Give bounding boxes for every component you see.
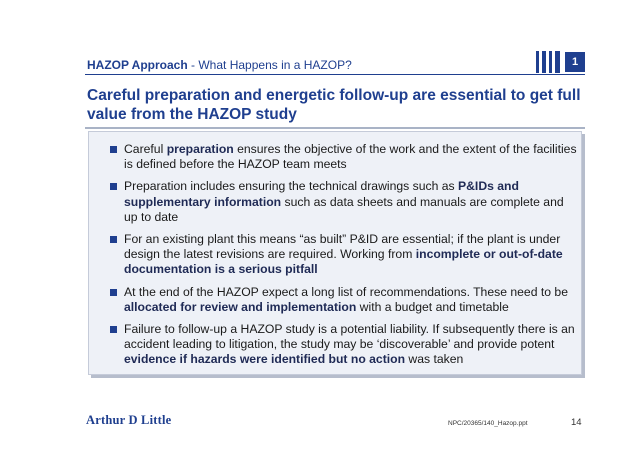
header-divider xyxy=(85,74,585,75)
square-bullet-icon xyxy=(110,183,117,190)
bullet-text: was taken xyxy=(405,352,464,367)
slide-title: Careful preparation and energetic follow-up are essential to get full value from the HAZOP study xyxy=(87,87,581,123)
page-number: 14 xyxy=(571,417,582,428)
title-divider xyxy=(85,127,585,129)
header-subtitle: What Happens in a HAZOP? xyxy=(198,58,352,72)
bullet-text: Preparation includes ensuring the technical drawings such as xyxy=(124,179,458,194)
square-bullet-icon xyxy=(110,236,117,243)
bullet-text: such as data sheets and manuals are complete and up to date xyxy=(124,194,564,224)
header-separator: - xyxy=(187,58,199,72)
bullet-emphasis: evidence if hazards were identified but no action xyxy=(124,352,406,367)
bullet-list xyxy=(110,142,580,375)
header-section: HAZOP Approach xyxy=(87,58,188,72)
bullet-text: Careful xyxy=(124,142,167,156)
bullet-item xyxy=(110,179,580,225)
file-reference: NPC/20365/140_Hazop.ppt xyxy=(448,420,528,427)
bullet-item xyxy=(110,232,580,278)
square-bullet-icon xyxy=(110,146,117,153)
bullet-text: For an existing plant this means “as built” P&ID are essential; if the plant is under design the latest revisions are required. Working from xyxy=(124,232,561,262)
bullet-emphasis: incomplete or out-of-date documentation is a serious pitfall xyxy=(124,247,563,277)
bullet-item xyxy=(110,142,580,172)
bullet-text: At the end of the HAZOP expect a long list of recommendations. These need to be xyxy=(124,284,568,299)
square-bullet-icon xyxy=(110,326,117,333)
bullet-text: Failure to follow-up a HAZOP study is a potential liability. If subsequently there is an accident leading to litigation, the study may be ‘discoverable’ and provide potent xyxy=(124,322,575,352)
header-title xyxy=(87,58,352,72)
bullet-text: with a budget and timetable xyxy=(356,299,509,314)
section-number-badge: 1 xyxy=(565,52,585,72)
bullet-emphasis: allocated for review and implementation xyxy=(124,299,357,314)
bullet-emphasis: P&IDs and supplementary information xyxy=(124,179,519,209)
bullet-item xyxy=(110,285,580,315)
company-logo: Arthur D Little xyxy=(86,413,172,427)
square-bullet-icon xyxy=(110,289,117,296)
bullet-item xyxy=(110,322,580,368)
bullet-emphasis: preparation xyxy=(166,142,234,156)
bullet-text: ensures the objective of the work and the extent of the facilities is defined before the HAZOP team meets xyxy=(124,142,577,172)
